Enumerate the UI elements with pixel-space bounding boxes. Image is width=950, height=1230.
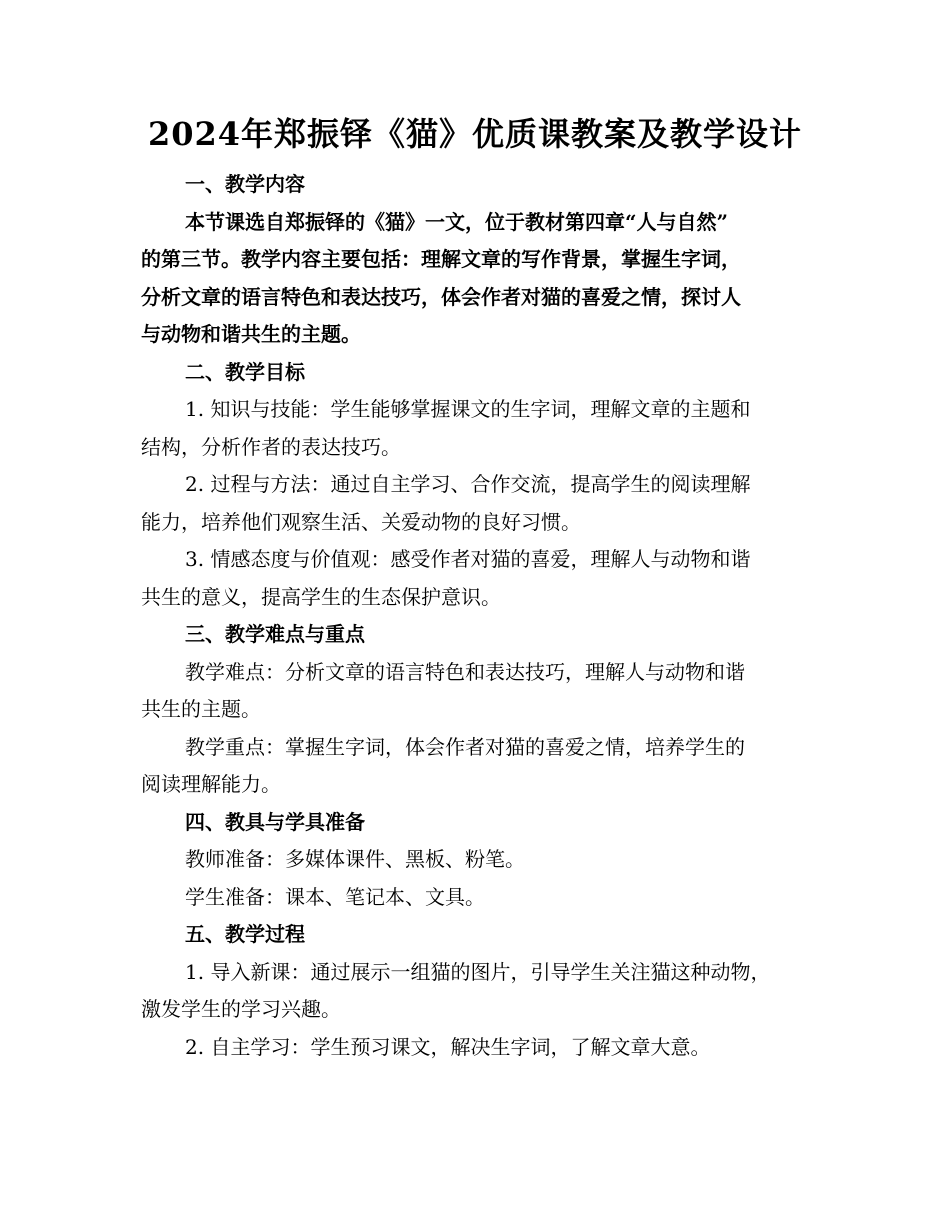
section-heading-teaching-goals: 二、教学目标 bbox=[185, 359, 305, 384]
section-heading-teaching-content: 一、教学内容 bbox=[185, 172, 305, 196]
text-line: 教学难点：分析文章的语言特色和表达技巧，理解人与动物和谐 bbox=[185, 659, 745, 684]
paragraph-teaching-content bbox=[141, 204, 809, 354]
document-body bbox=[141, 166, 809, 1066]
text-line: 能力，培养他们观察生活、关爱动物的良好习惯。 bbox=[141, 509, 581, 534]
paragraph-teacher-preparation: 教师准备：多媒体课件、黑板、粉笔。 bbox=[185, 847, 525, 871]
text-line: 1. 导入新课：通过展示一组猫的图片，引导学生关注猫这种动物， bbox=[185, 959, 771, 984]
text-line: 阅读理解能力。 bbox=[141, 772, 281, 796]
section-heading-teaching-aids: 四、教具与学具准备 bbox=[185, 809, 365, 834]
paragraph-difficulties bbox=[141, 654, 809, 729]
process-step-introduction bbox=[141, 954, 809, 1029]
text-line: 教学重点：掌握生字词，体会作者对猫的喜爱之情，培养学生的 bbox=[185, 734, 745, 759]
process-step-self-study bbox=[141, 1029, 809, 1067]
text-line: 与动物和谐共生的主题。 bbox=[141, 322, 361, 346]
text-line: 本节课选自郑振铎的《猫》一文，位于教材第四章“人与自然” bbox=[185, 209, 729, 234]
text-line: 2. 自主学习：学生预习课文，解决生字词，了解文章大意。 bbox=[185, 1034, 711, 1059]
text-line: 2. 过程与方法：通过自主学习、合作交流，提高学生的阅读理解 bbox=[185, 472, 751, 496]
goal-emotion-values bbox=[141, 541, 809, 616]
text-line: 3. 情感态度与价值观：感受作者对猫的喜爱，理解人与动物和谐 bbox=[185, 547, 751, 571]
text-line: 共生的意义，提高学生的生态保护意识。 bbox=[141, 584, 501, 609]
text-line: 共生的主题。 bbox=[141, 697, 261, 721]
goal-knowledge-skills bbox=[141, 391, 809, 466]
paragraph-keypoints bbox=[141, 729, 809, 804]
text-line: 的第三节。教学内容主要包括：理解文章的写作背景，掌握生字词， bbox=[141, 247, 741, 271]
text-line: 结构，分析作者的表达技巧。 bbox=[141, 434, 401, 459]
paragraph-student-preparation: 学生准备：课本、笔记本、文具。 bbox=[185, 884, 485, 909]
text-line: 分析文章的语言特色和表达技巧，体会作者对猫的喜爱之情，探讨人 bbox=[141, 284, 741, 309]
goal-process-methods bbox=[141, 466, 809, 541]
document-title: 2024年郑振铎《猫》优质课教案及教学设计 bbox=[147, 115, 803, 153]
section-heading-teaching-process: 五、教学过程 bbox=[185, 922, 305, 946]
text-line: 激发学生的学习兴趣。 bbox=[141, 997, 341, 1021]
section-heading-difficulties-keypoints: 三、教学难点与重点 bbox=[185, 622, 365, 646]
text-line: 1. 知识与技能：学生能够掌握课文的生字词，理解文章的主题和 bbox=[185, 397, 751, 421]
